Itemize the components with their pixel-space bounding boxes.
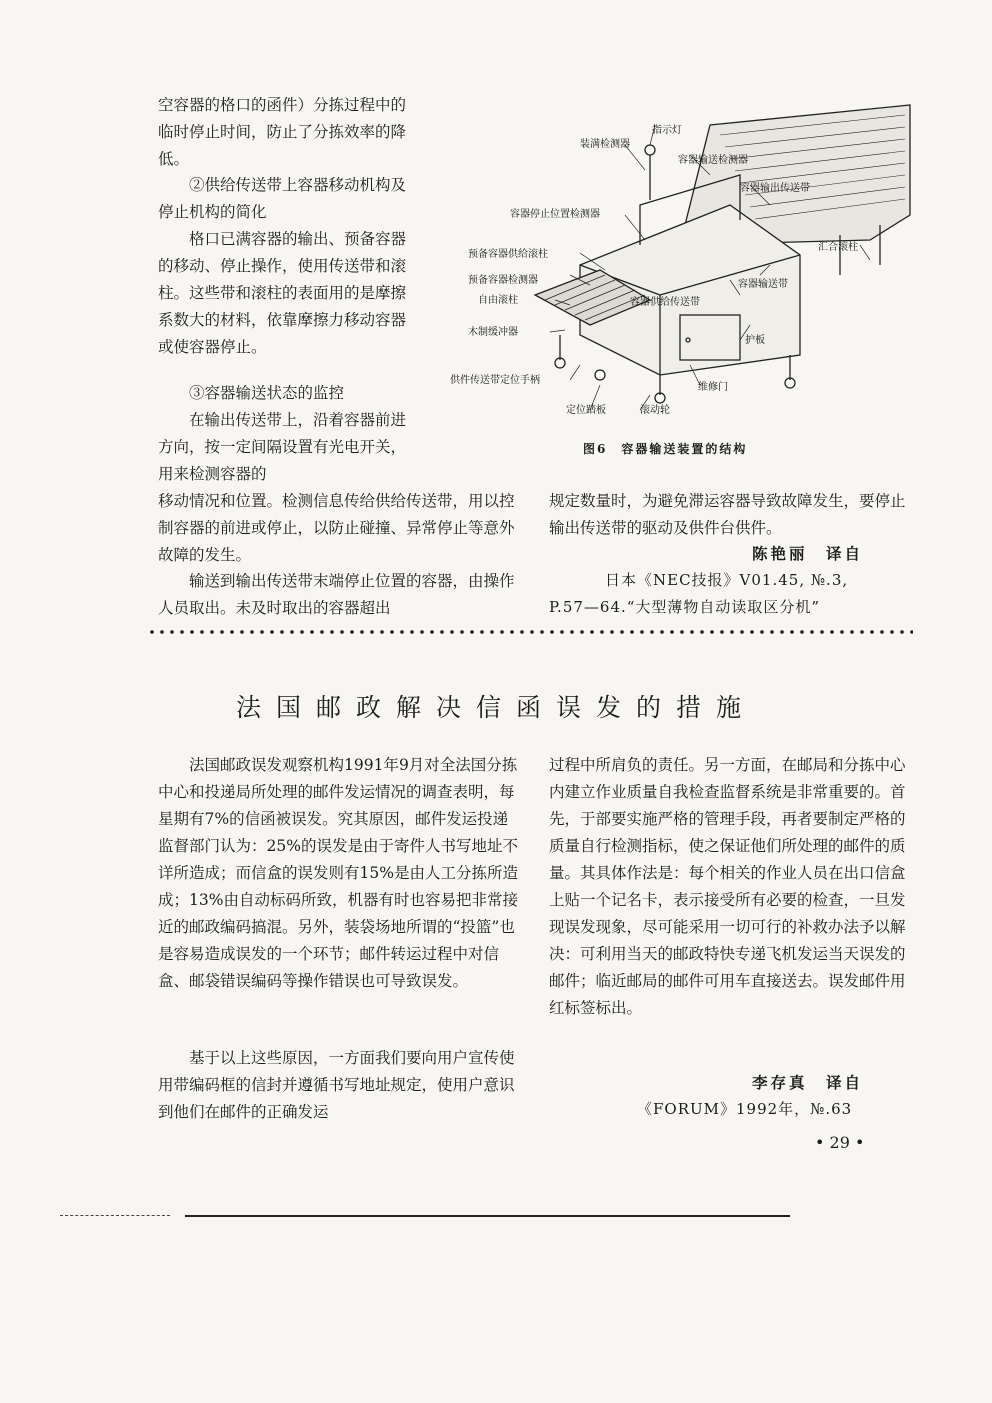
label-maintenance-door: 维修门	[698, 382, 728, 393]
label-reserve-detector: 预备容器检测器	[468, 275, 538, 286]
label-positioning-pedal: 定位踏板	[566, 405, 606, 416]
article1-translator: 陈艳丽 译自	[752, 544, 864, 563]
article2-paragraph-1: 法国邮政误发观察机构1991年9月对全法国分拣中心和投递局所处理的邮件发运情况的调查表明，每星期有7%的信函被误发。究其原因，邮件发运投递监督部门认为：25%的误发是由于寄件人书写地址不详所造成；而信盒的误发则有15%是由人工分拣所造成；13%由自动标码所致，机器有时也容易把非常接近的邮政编码搞混。另外，装袋场地所谓的“投篮”也是容易造成误发的一个环节；邮件转运过程中对信盒、邮袋错误编码等操作错误也可导致误发。	[158, 756, 518, 990]
label-stop-position-detector: 容器停止位置检测器	[510, 209, 600, 220]
figure-caption: 图6 容器输送装置的结构	[583, 442, 748, 456]
page-number: • 29 •	[815, 1133, 865, 1152]
label-supply-belt: 容器供给传送带	[630, 297, 700, 308]
article2-title: 法国邮政解决信函误发的措施	[235, 693, 756, 722]
label-positioning-handle: 供件传送带定位手柄	[450, 375, 540, 386]
bottom-rule	[185, 1215, 790, 1217]
label-conveyor-belt: 容器输送带	[738, 279, 788, 290]
article1-source-line-1: 日本《NEC技报》V01.45, №.3,	[605, 571, 849, 589]
article2-source: 《FORUM》1992年，№.63	[637, 1100, 853, 1118]
section-divider	[147, 627, 913, 637]
label-free-roller: 自由滚柱	[478, 295, 518, 306]
label-guard-plate: 护板	[745, 335, 765, 346]
article1-paragraph-4: 输送到输出传送带末端停止位置的容器，由操作人员取出。未及时取出的容器超出	[158, 572, 515, 617]
article1-paragraph-3b: 移动情况和位置。检测信息传给供给传送带，用以控制容器的前进或停止，以防止碰撞、异常停止等意外故障的发生。	[158, 492, 515, 564]
label-merge-roller: 汇合滚柱	[818, 242, 858, 253]
label-wood-buffer: 木制缓冲器	[468, 327, 518, 338]
label-indicator-light: 指示灯	[652, 125, 682, 136]
bottom-rule-dashed	[60, 1215, 170, 1217]
label-full-detector: 装满检测器	[580, 139, 630, 150]
container-conveyor-figure	[440, 95, 920, 435]
article1-heading-3: ③容器输送状态的监控	[189, 384, 345, 402]
article1-paragraph-2: 格口已满容器的输出、预备容器的移动、停止操作，使用传送带和滚柱。这些带和滚柱的表面用的是摩擦系数大的材料，依靠摩擦力移动容器或使容器停止。	[158, 230, 407, 356]
article2-translator: 李存真 译自	[752, 1073, 864, 1092]
label-output-belt: 容器输出传送带	[740, 183, 810, 194]
article1-paragraph-1: 空容器的格口的函件）分拣过程中的临时停止时间，防止了分拣效率的降低。	[158, 96, 407, 168]
article1-paragraph-5: 规定数量时，为避免滞运容器导致故障发生，要停止输出传送带的驱动及供件台供件。	[549, 492, 906, 537]
article1-heading-2: ②供给传送带上容器移动机构及停止机构的简化	[158, 176, 407, 221]
article2-paragraph-2: 基于以上这些原因，一方面我们要向用户宣传使用带编码框的信封并遵循书写地址规定，使用户意识到他们在邮件的正确发运	[158, 1049, 515, 1121]
label-reserve-supply-roller: 预备容器供给滚柱	[468, 249, 548, 260]
article1-source-line-2: P.57—64.“大型薄物自动读取区分机”	[549, 598, 821, 616]
label-container-conveyor-detector: 容器输送检测器	[678, 155, 748, 166]
article1-paragraph-3a: 在输出传送带上，沿着容器前进方向，按一定间隔设置有光电开关，用来检测容器的	[158, 411, 407, 483]
label-caster: 滚动轮	[640, 405, 670, 416]
article2-paragraph-3: 过程中所肩负的责任。另一方面，在邮局和分拣中心内建立作业质量自我检查监督系统是非常重要的。首先，于部要实施严格的管理手段，再者要制定严格的质量自行检测指标，使之保证他们所处理的邮件的质量。其具体作法是：每个相关的作业人员在出口信盒上贴一个记名卡，表示接受所有必要的检查，一旦发现误发现象，尽可能采用一切可行的补救办法予以解决：可利用当天的邮政特快专递飞机发运当天误发的邮件；临近邮局的邮件可用车直接送去。误发邮件用红标签标出。	[549, 756, 906, 1017]
